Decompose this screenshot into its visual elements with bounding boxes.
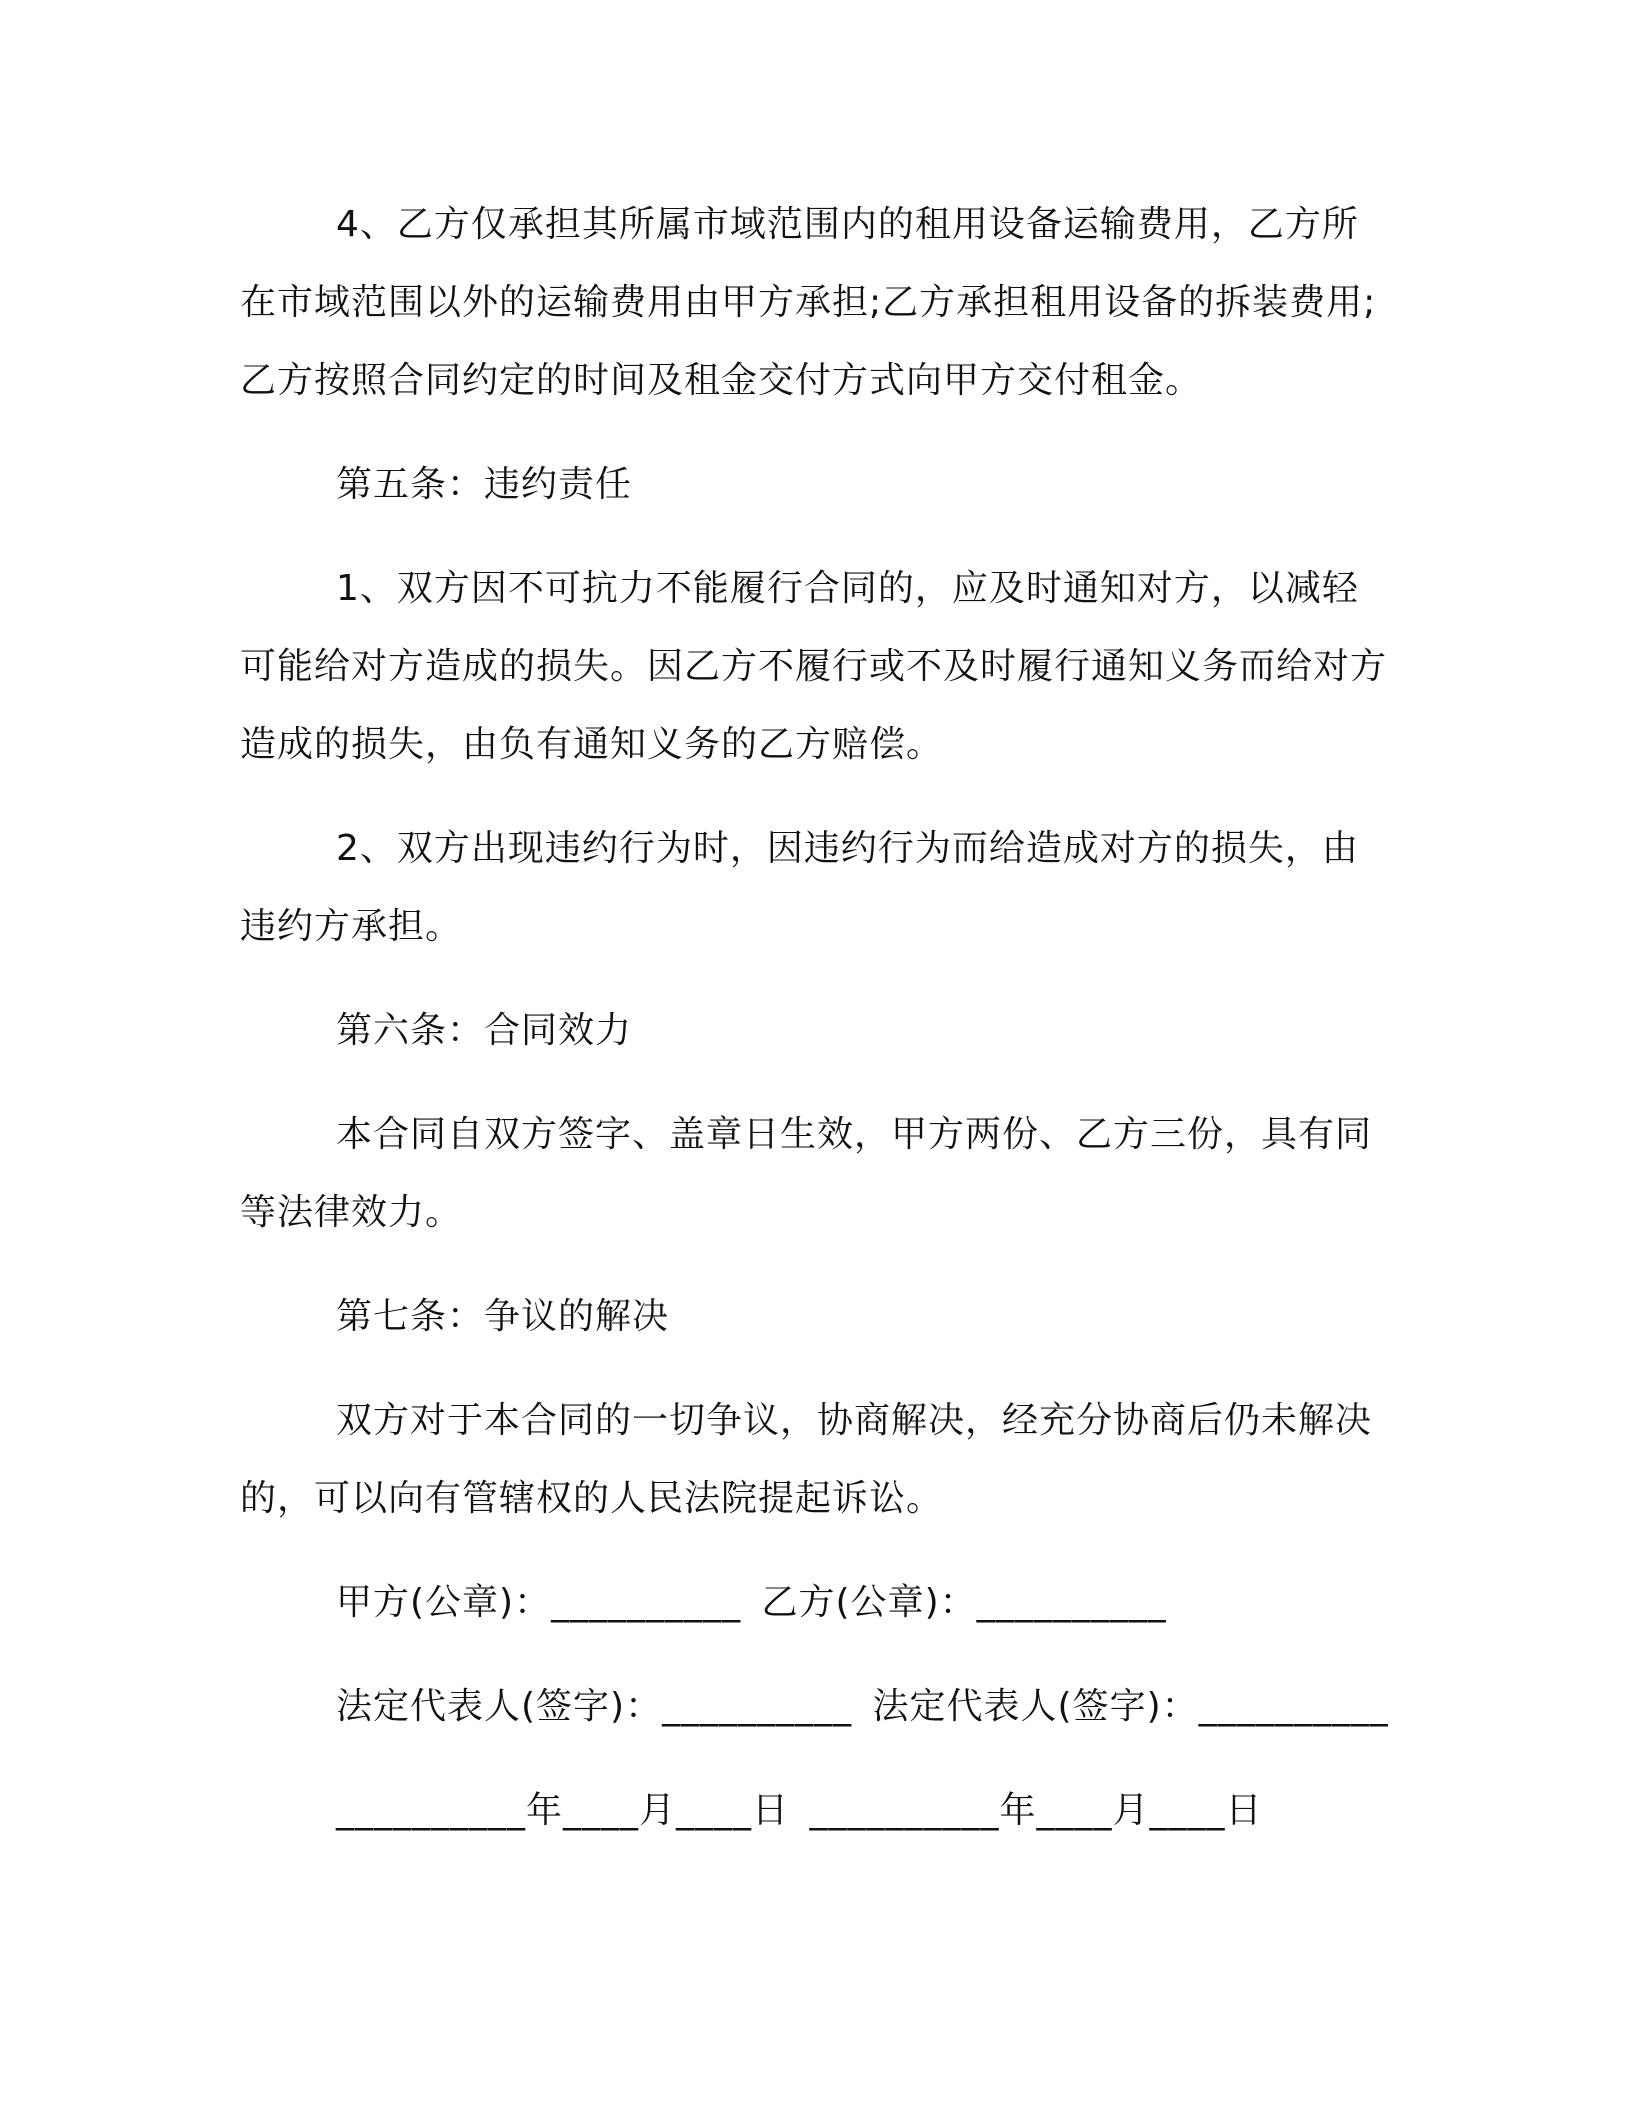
signature-line-representative — [240, 1668, 1390, 1746]
document-body — [240, 186, 1390, 1876]
party-a-representative-field: 法定代表人(签字)：__________ — [336, 1686, 853, 1727]
party-a-seal-field: 甲方(公章)：__________ — [336, 1582, 742, 1623]
contract-validity-paragraph: 本合同自双方签字、盖章日生效，甲方两份、乙方三份，具有同等法律效力。 — [240, 1114, 1373, 1233]
article-6-heading: 第六条：合同效力 — [336, 1010, 633, 1051]
article-7-heading: 第七条：争议的解决 — [336, 1296, 670, 1337]
breach-item-1-paragraph: 1、双方因不可抗力不能履行合同的，应及时通知对方，以减轻可能给对方造成的损失。因乙方不履行或不及时履行通知义务而给对方造成的损失，由负有通知义务的乙方赔偿。 — [240, 568, 1388, 765]
dispute-resolution-paragraph: 双方对于本合同的一切争议，协商解决，经充分协商后仍未解决的，可以向有管辖权的人民法院提起诉讼。 — [240, 1400, 1373, 1519]
signature-line-seal — [240, 1564, 1390, 1642]
party-b-seal-field: 乙方(公章)：__________ — [761, 1582, 1167, 1623]
breach-item-2-paragraph: 2、双方出现违约行为时，因违约行为而给造成对方的损失，由违约方承担。 — [240, 828, 1359, 947]
signature-line-date — [240, 1772, 1390, 1850]
clause-4-paragraph: 4、乙方仅承担其所属市域范围内的租用设备运输费用，乙方所在市域范围以外的运输费用由甲方承担;乙方承担租用设备的拆装费用;乙方按照合同约定的时间及租金交付方式向甲方交付租金。 — [240, 204, 1377, 401]
article-5-heading: 第五条：违约责任 — [336, 464, 633, 505]
party-a-date-field: __________年____月____日 — [336, 1790, 789, 1831]
party-b-representative-field: 法定代表人(签字)：__________ — [872, 1686, 1389, 1727]
party-b-date-field: __________年____月____日 — [809, 1790, 1263, 1831]
